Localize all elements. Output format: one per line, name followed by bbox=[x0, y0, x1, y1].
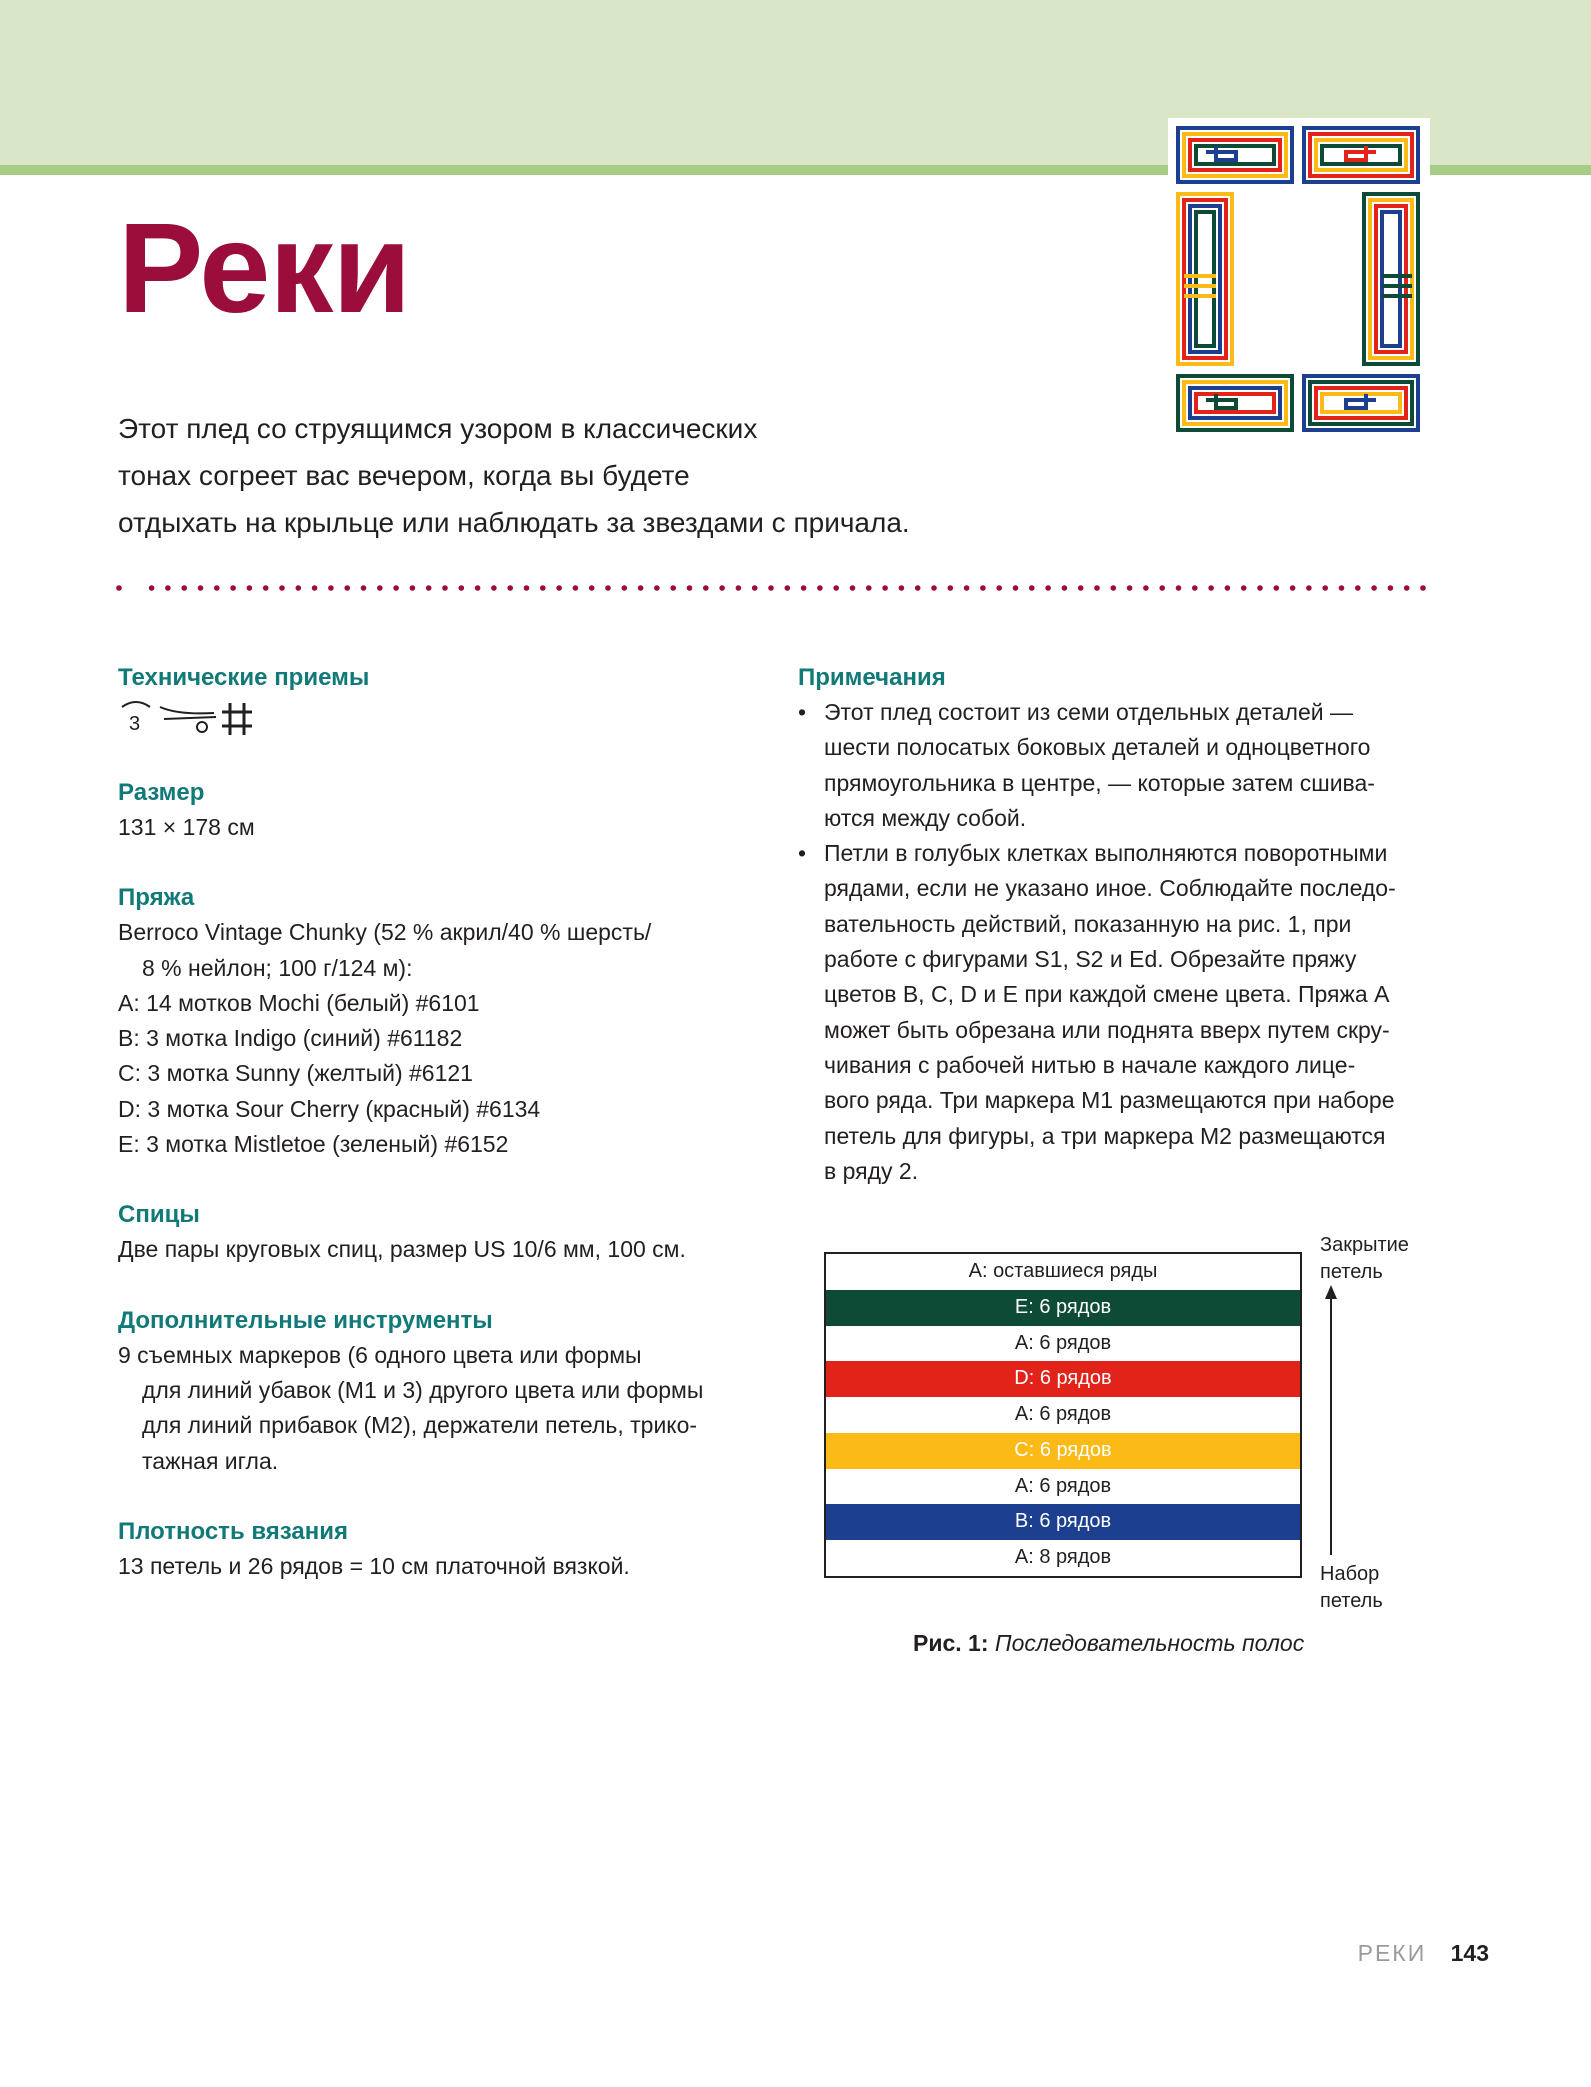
divider-dot bbox=[361, 585, 367, 591]
yarn-line: 8 % нейлон; 100 г/124 м): bbox=[142, 954, 413, 981]
divider-dot bbox=[279, 585, 285, 591]
divider-dot bbox=[442, 585, 448, 591]
divider-dot bbox=[1094, 585, 1100, 591]
divider-dot bbox=[181, 585, 187, 591]
stripe-sequence-diagram bbox=[824, 1252, 1302, 1578]
divider-dot bbox=[524, 585, 530, 591]
bullet: • bbox=[798, 699, 807, 725]
cast-on-label-line: Набор bbox=[1320, 1563, 1380, 1585]
size-heading: Размер bbox=[118, 779, 205, 806]
yarn-line: B: 3 мотка Indigo (синий) #61182 bbox=[118, 1025, 463, 1052]
notes-line: шести полосатых боковых деталей и одноцветного bbox=[824, 734, 1371, 761]
stripe-label: A: 8 рядов bbox=[1014, 1546, 1112, 1569]
tools-line: для линий прибавок (М2), держатели петель, трико- bbox=[142, 1412, 698, 1439]
divider-dot bbox=[1225, 585, 1231, 591]
divider-dot bbox=[1045, 585, 1051, 591]
notes-line: вого ряда. Три маркера М1 размещаются при наборе bbox=[824, 1087, 1395, 1114]
divider-dot bbox=[817, 585, 823, 591]
divider-dot bbox=[198, 585, 204, 591]
divider-dot bbox=[1078, 585, 1084, 591]
divider-dot bbox=[1274, 585, 1280, 591]
divider-dot bbox=[1208, 585, 1214, 591]
divider-dot bbox=[964, 585, 970, 591]
divider-dot bbox=[1159, 585, 1165, 591]
pattern-preview-image bbox=[1168, 118, 1430, 440]
intro-line: тонах согреет вас вечером, когда вы будете bbox=[118, 460, 690, 491]
divider-dot bbox=[540, 585, 546, 591]
divider-dot bbox=[116, 585, 122, 591]
notes-line: вательность действий, показанную на рис. 1, при bbox=[824, 910, 1352, 937]
notes-line: прямоугольника в центре, — которые затем сшива- bbox=[824, 769, 1375, 796]
divider-dot bbox=[899, 585, 905, 591]
notes-list bbox=[798, 695, 1458, 1189]
divider-dot bbox=[247, 585, 253, 591]
notes-line: работе с фигурами S1, S2 и Ed. Обрезайте пряжу bbox=[824, 946, 1357, 973]
divider-dot bbox=[263, 585, 269, 591]
figure-caption bbox=[913, 1630, 1304, 1657]
divider-dot bbox=[507, 585, 513, 591]
divider-dot bbox=[491, 585, 497, 591]
divider-dot bbox=[1306, 585, 1312, 591]
divider-dot bbox=[1322, 585, 1328, 591]
divider-dot bbox=[1127, 585, 1133, 591]
divider-dot bbox=[1143, 585, 1149, 591]
notes-line: рядами, если не указано иное. Соблюдайте последо- bbox=[824, 875, 1396, 902]
needles-heading: Спицы bbox=[118, 1201, 200, 1229]
notes-column bbox=[798, 660, 1458, 1189]
stripe-row bbox=[826, 1254, 1300, 1290]
divider-dot bbox=[589, 585, 595, 591]
tools-line: для линий убавок (М1 и 3) другого цвета или формы bbox=[142, 1376, 704, 1403]
divider-dot bbox=[1029, 585, 1035, 591]
three-stitch-icon bbox=[122, 702, 150, 735]
divider-dot bbox=[328, 585, 334, 591]
divider-dot bbox=[605, 585, 611, 591]
divider-dot bbox=[1290, 585, 1296, 591]
stripe-row bbox=[826, 1397, 1300, 1433]
divider-dot bbox=[377, 585, 383, 591]
divider-dot bbox=[980, 585, 986, 591]
needles-section bbox=[118, 1197, 758, 1267]
divider-dot bbox=[1420, 585, 1426, 591]
divider-dot bbox=[393, 585, 399, 591]
divider-dot bbox=[768, 585, 774, 591]
cast-on-label bbox=[1320, 1561, 1383, 1615]
divider-dot bbox=[344, 585, 350, 591]
stripe-label: A: 6 рядов bbox=[1014, 1474, 1112, 1497]
dotted-divider bbox=[114, 581, 1436, 595]
three-stitch-label: 3 bbox=[129, 713, 141, 735]
yarn-section bbox=[118, 880, 758, 1162]
bullet: • bbox=[798, 840, 807, 867]
notes-item bbox=[798, 695, 1458, 836]
divider-dot bbox=[719, 585, 725, 591]
divider-dot bbox=[1257, 585, 1263, 591]
divider-dot bbox=[1355, 585, 1361, 591]
bind-off-label bbox=[1320, 1232, 1409, 1286]
stripe-label: D: 6 рядов bbox=[1014, 1367, 1112, 1390]
divider-dot bbox=[638, 585, 644, 591]
notes-line: Этот плед состоит из семи отдельных деталей — bbox=[824, 699, 1353, 725]
divider-dot bbox=[931, 585, 937, 591]
footer-section-title: РЕКИ bbox=[1357, 1940, 1427, 1966]
divider-dot bbox=[296, 585, 302, 591]
stripe-label: B: 6 рядов bbox=[1014, 1510, 1112, 1533]
stripe-row bbox=[826, 1504, 1300, 1540]
motif-left bbox=[1178, 194, 1232, 364]
divider-dot bbox=[1176, 585, 1182, 591]
cast-on-label-line: петель bbox=[1320, 1590, 1383, 1612]
stripe-row bbox=[826, 1361, 1300, 1397]
page-number: 143 bbox=[1450, 1940, 1489, 1966]
tools-line: 9 съемных маркеров (6 одного цвета или формы bbox=[118, 1341, 642, 1368]
page-title: Реки bbox=[118, 197, 411, 340]
gauge-heading: Плотность вязания bbox=[118, 1517, 349, 1545]
notes-line: в ряду 2. bbox=[824, 1157, 919, 1184]
yarn-line: C: 3 мотка Sunny (желтый) #6121 bbox=[118, 1060, 473, 1087]
divider-dot bbox=[214, 585, 220, 591]
divider-dot bbox=[410, 585, 416, 591]
yarn-line: E: 3 мотка Mistletoe (зеленый) #6152 bbox=[118, 1131, 509, 1158]
yarn-line: A: 14 мотков Mochi (белый) #6101 bbox=[118, 989, 480, 1016]
notes-line: петель для фигуры, а три маркера М2 размещаются bbox=[824, 1122, 1386, 1149]
divider-dot bbox=[1062, 585, 1068, 591]
gauge-value: 13 петель и 26 рядов = 10 см платочной вязкой. bbox=[118, 1552, 630, 1579]
intro-paragraph bbox=[118, 405, 1078, 546]
motif-right bbox=[1364, 194, 1418, 364]
notes-line: Петли в голубых клетках выполняются поворотными bbox=[824, 840, 1388, 867]
page-footer bbox=[1358, 1940, 1489, 1967]
size-value: 131 × 178 см bbox=[118, 814, 255, 840]
figure-caption-number: Рис. 1: bbox=[913, 1630, 989, 1656]
divider-dot bbox=[670, 585, 676, 591]
divider-dot bbox=[687, 585, 693, 591]
stripe-row bbox=[826, 1326, 1300, 1362]
notes-line: может быть обрезана или поднята вверх путем скру- bbox=[824, 1016, 1390, 1043]
divider-dot bbox=[1192, 585, 1198, 591]
greek-key-blanket-icon bbox=[1176, 126, 1422, 432]
intro-line: Этот плед со струящимся узором в классических bbox=[118, 413, 758, 444]
bind-off-label-line: Закрытие bbox=[1320, 1234, 1409, 1256]
left-column bbox=[118, 660, 758, 1619]
notes-line: ются между собой. bbox=[824, 804, 1027, 831]
stripe-row bbox=[826, 1540, 1300, 1576]
notes-line: чивания с рабочей нитью в начале каждого лице- bbox=[824, 1051, 1356, 1078]
stripe-label: A: оставшиеся ряды bbox=[968, 1260, 1158, 1282]
divider-dot bbox=[230, 585, 236, 591]
techniques-heading: Технические приемы bbox=[118, 664, 370, 691]
divider-dot bbox=[996, 585, 1002, 591]
divider-dot bbox=[556, 585, 562, 591]
divider-dot bbox=[1371, 585, 1377, 591]
grid-icon bbox=[222, 703, 252, 735]
motif-bottom-left bbox=[1178, 376, 1292, 430]
needles-value: Две пары круговых спиц, размер US 10/6 мм, 100 см. bbox=[118, 1236, 686, 1263]
stripe-label: C: 6 рядов bbox=[1014, 1438, 1112, 1461]
stripe-row bbox=[826, 1290, 1300, 1326]
gauge-section bbox=[118, 1514, 758, 1584]
notes-heading: Примечания bbox=[798, 664, 946, 691]
divider-dot bbox=[1111, 585, 1117, 591]
tools-line: тажная игла. bbox=[142, 1447, 279, 1474]
divider-dot bbox=[475, 585, 481, 591]
divider-dot bbox=[426, 585, 432, 591]
stripe-label: E: 6 рядов bbox=[1014, 1295, 1112, 1318]
divider-dot bbox=[1404, 585, 1410, 591]
divider-dot bbox=[866, 585, 872, 591]
divider-dot bbox=[915, 585, 921, 591]
divider-dot bbox=[459, 585, 465, 591]
divider-dot bbox=[850, 585, 856, 591]
stripe-row bbox=[826, 1469, 1300, 1505]
divider-dot bbox=[703, 585, 709, 591]
divider-dot bbox=[785, 585, 791, 591]
figure-caption-text: Последовательность полос bbox=[994, 1630, 1305, 1656]
divider-dot bbox=[149, 585, 155, 591]
divider-dot bbox=[752, 585, 758, 591]
yarn-line: D: 3 мотка Sour Cherry (красный) #6134 bbox=[118, 1095, 541, 1122]
motif-top-right bbox=[1304, 128, 1418, 182]
notes-line: цветов B, C, D и E при каждой смене цвета. Пряжа A bbox=[824, 981, 1390, 1008]
stripe-label: A: 6 рядов bbox=[1014, 1403, 1112, 1426]
divider-dot bbox=[622, 585, 628, 591]
intro-line: отдыхать на крыльце или наблюдать за звездами с причала. bbox=[118, 507, 910, 538]
bind-off-label-line: петель bbox=[1320, 1261, 1383, 1283]
divider-dot bbox=[801, 585, 807, 591]
stripe-row bbox=[826, 1433, 1300, 1469]
divider-dot bbox=[1013, 585, 1019, 591]
techniques-icons bbox=[118, 695, 758, 740]
divider-dot bbox=[312, 585, 318, 591]
size-section bbox=[118, 775, 758, 845]
divider-dot bbox=[948, 585, 954, 591]
up-arrow-icon bbox=[1323, 1285, 1339, 1555]
notes-item bbox=[798, 836, 1458, 1189]
motif-top-left bbox=[1178, 128, 1292, 182]
divider-dot bbox=[165, 585, 171, 591]
divider-dot bbox=[654, 585, 660, 591]
crochet-hook-icon bbox=[160, 707, 216, 732]
divider-dot bbox=[736, 585, 742, 591]
divider-dot bbox=[882, 585, 888, 591]
divider-dot bbox=[1339, 585, 1345, 591]
divider-dot bbox=[1241, 585, 1247, 591]
tools-section bbox=[118, 1303, 758, 1479]
motif-bottom-right bbox=[1304, 376, 1418, 430]
divider-dot bbox=[833, 585, 839, 591]
divider-dot bbox=[573, 585, 579, 591]
yarn-heading: Пряжа bbox=[118, 884, 195, 912]
stripe-label: A: 6 рядов bbox=[1014, 1331, 1112, 1354]
yarn-line: Berroco Vintage Chunky (52 % акрил/40 % шерсть/ bbox=[118, 919, 652, 946]
divider-dot bbox=[1388, 585, 1394, 591]
tools-heading: Дополнительные инструменты bbox=[118, 1306, 493, 1334]
